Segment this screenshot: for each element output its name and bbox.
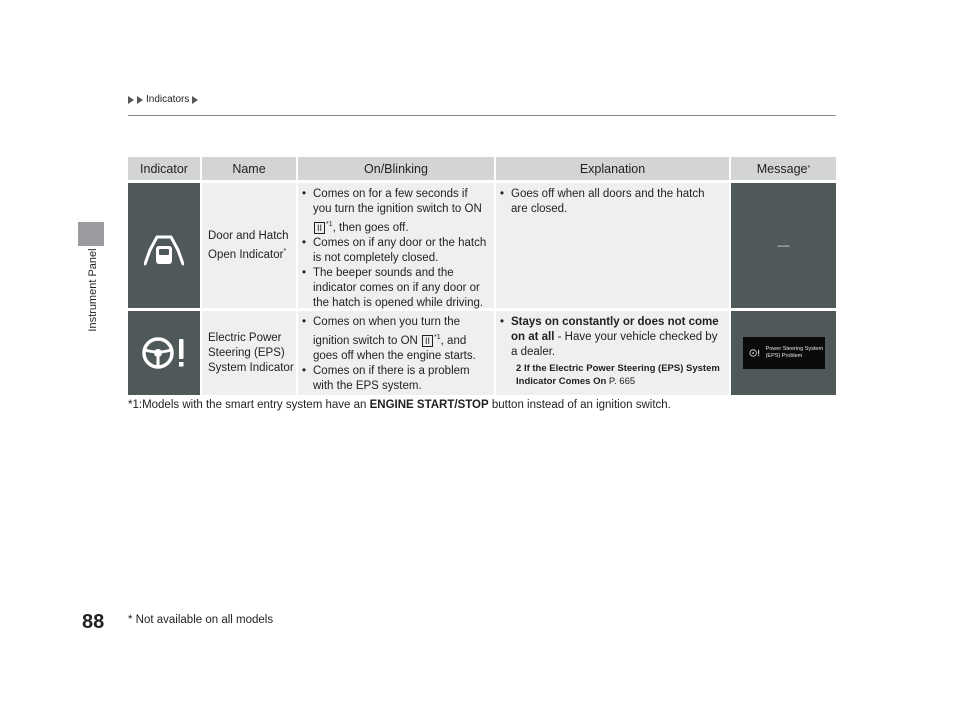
list-item: • Goes off when all doors and the hatch are closed. bbox=[500, 187, 724, 217]
page-reference-link[interactable]: 2 If the Electric Power Steering (EPS) System Indicator Comes On P. 665 bbox=[516, 363, 720, 387]
list-item: • Comes on when you turn the ignition switch to ON II $^{*1}$, and goes off when the engine starts. bbox=[302, 315, 489, 364]
footnote: *1:Models with the smart entry system have an ENGINE START/STOP button instead of an ignition switch. bbox=[128, 399, 671, 411]
message-text: Power Steering System (EPS) Problem bbox=[765, 346, 824, 359]
header-rule bbox=[128, 115, 836, 116]
eps-message-display bbox=[743, 337, 825, 369]
availability-note: * Not available on all models bbox=[128, 614, 274, 626]
triangle-icon bbox=[137, 96, 143, 104]
list-item: • Comes on if there is a problem with the EPS system. bbox=[302, 364, 489, 394]
table-header bbox=[128, 157, 836, 180]
column-header: Message * bbox=[756, 161, 811, 176]
explanation-cell bbox=[496, 311, 731, 395]
list-item: • Stays on constantly or does not come on at all - Have your vehicle checked by a dealer. bbox=[500, 315, 724, 360]
indicator-table bbox=[128, 157, 836, 395]
page-number: 88 bbox=[82, 611, 105, 633]
steering-warning-icon bbox=[128, 311, 202, 395]
chapter-label: Instrument Panel bbox=[87, 248, 99, 332]
message-dash: — bbox=[777, 238, 790, 252]
door-open-icon bbox=[128, 183, 202, 308]
column-header: Explanation bbox=[496, 157, 731, 180]
indicator-name: Door and Hatch Open Indicator* bbox=[202, 183, 298, 308]
steering-warning-icon bbox=[749, 345, 760, 361]
breadcrumb-label: Indicators bbox=[146, 94, 190, 105]
message-cell bbox=[731, 183, 836, 308]
indicator-name: Electric Power Steering (EPS) System Indicator bbox=[202, 311, 298, 395]
column-header: On/Blinking bbox=[298, 157, 496, 180]
table-row bbox=[128, 311, 836, 395]
message-cell bbox=[731, 311, 836, 395]
triangle-icon bbox=[128, 96, 134, 104]
triangle-icon bbox=[192, 96, 198, 104]
column-header: Indicator bbox=[128, 157, 202, 180]
table-row bbox=[128, 183, 836, 308]
column-header: Name bbox=[202, 157, 298, 180]
breadcrumb bbox=[128, 94, 198, 105]
on-blinking-cell bbox=[298, 183, 496, 308]
list-item: • The beeper sounds and the indicator comes on if any door or the hatch is opened while driving. bbox=[302, 266, 489, 311]
explanation-cell bbox=[496, 183, 731, 308]
list-item: • Comes on for a few seconds if you turn the ignition switch to ON II $^{*1}$, then goes off. bbox=[302, 187, 489, 236]
list-item: • Comes on if any door or the hatch is not completely closed. bbox=[302, 236, 489, 266]
chapter-tab bbox=[78, 222, 104, 246]
on-blinking-cell bbox=[298, 311, 496, 395]
